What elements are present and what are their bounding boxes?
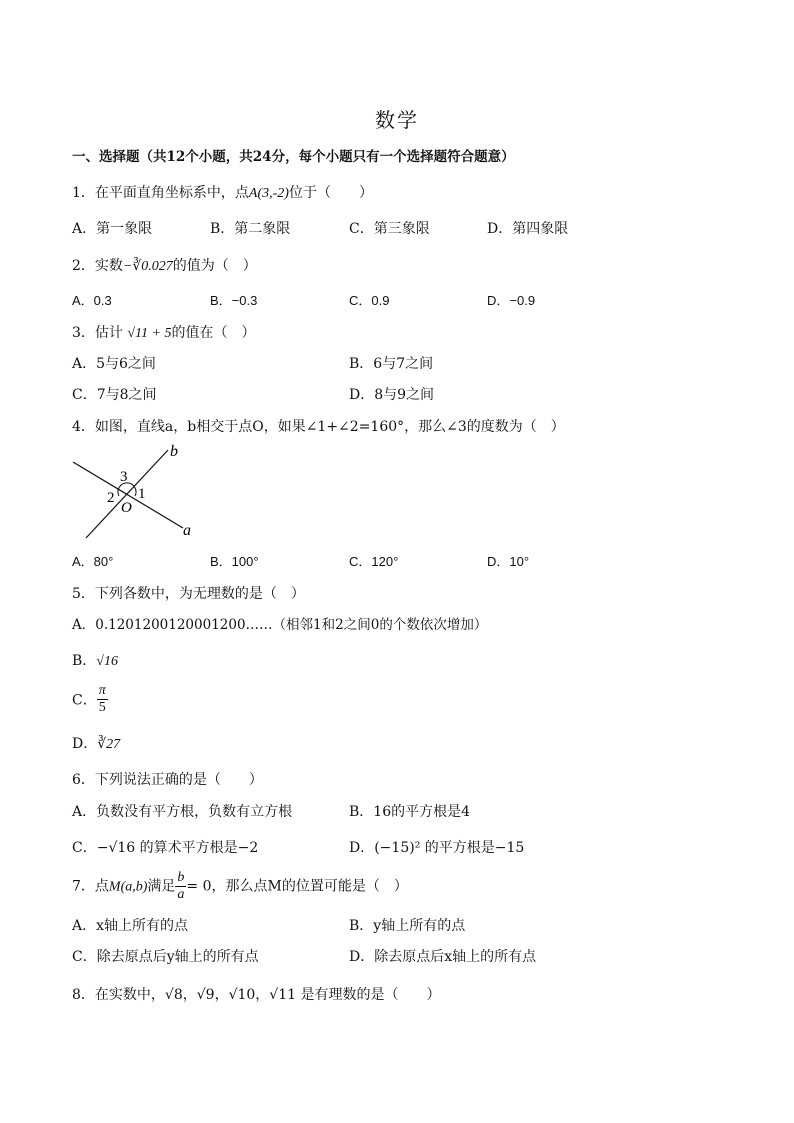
line-a [73,462,183,528]
q2-stem-a: 2．实数 [72,258,123,274]
q7-frac-denominator: a [177,887,185,902]
q1-option-c[interactable]: C．第三象限 [349,221,430,237]
q5-option-c-label: C． [72,692,97,709]
q6-option-c[interactable]: C．−√16 的算术平方根是−2 [72,840,259,856]
label-angle-3: 3 [120,469,128,485]
q5-option-c[interactable] [72,683,108,716]
q1-point: A(3,-2) [248,186,289,201]
q1-option-a[interactable]: A．第一象限 [72,221,153,237]
q5-option-c-fraction [97,683,108,716]
q6-option-a[interactable]: A．负数没有平方根，负数有立方根 [72,804,293,820]
q3-stem-a: 3．估计 [72,325,123,341]
q2-option-b[interactable]: B．−0.3 [210,293,258,308]
q5-option-b-expr: √16 [96,654,118,669]
q3-stem-b: 的值在（ ） [171,325,256,341]
question-3 [72,322,255,342]
page-title: 数学 [375,108,419,132]
label-angle-1: 1 [138,486,146,502]
label-line-a: a [183,522,191,539]
question-4: 4．如图，直线a，b相交于点O，如果∠1+∠2=160°，那么∠3的度数为（ ） [72,419,565,435]
q2-stem-b: 的值为（ ） [172,258,257,274]
q4-option-a[interactable]: A．80° [72,554,114,569]
q5-option-b[interactable] [72,650,118,670]
q6-option-b[interactable]: B．16的平方根是4 [349,804,471,820]
q7-stem-b: 满足 [147,878,176,895]
q3-expr: √11 + 5 [127,326,172,341]
q5-option-d-expr: ∛27 [97,737,121,752]
question-1 [72,182,373,202]
question-5: 5．下列各数中，为无理数的是（ ） [72,586,305,602]
q5-option-c-numerator: π [98,683,106,698]
q2-option-c[interactable]: C．0.9 [349,293,390,308]
q3-option-d[interactable]: D．8与9之间 [349,387,435,403]
intersecting-lines-figure [68,440,198,540]
q7-option-d[interactable]: D．除去原点后x轴上的所有点 [349,949,537,965]
label-line-b: b [170,443,178,460]
q7-stem-a: 7．点 [72,878,109,895]
line-b [86,450,168,538]
q5-option-c-denominator: 5 [98,700,106,715]
q4-option-c[interactable]: C．120° [349,554,399,569]
q3-option-b[interactable]: B．6与7之间 [349,356,434,372]
q2-option-d[interactable]: D．−0.9 [487,293,536,308]
q7-option-a[interactable]: A．x轴上所有的点 [72,918,189,934]
q1-option-d[interactable]: D．第四象限 [487,221,569,237]
q7-option-b[interactable]: B．y轴上所有的点 [349,918,466,934]
q7-frac-numerator: b [177,870,185,885]
q2-option-a[interactable]: A．0.3 [72,293,112,308]
q5-option-b-label: B． [72,653,97,669]
question-6: 6．下列说法正确的是（ ） [72,772,263,788]
q5-option-d-label: D． [72,736,98,752]
q1-option-b[interactable]: B．第二象限 [210,221,291,237]
q7-option-c[interactable]: C．除去原点后y轴上的所有点 [72,949,259,965]
question-8: 8．在实数中，√8，√9，√10，√11 是有理数的是（ ） [72,987,441,1003]
q1-stem-a: 1．在平面直角坐标系中，点 [72,185,249,201]
q5-option-d[interactable] [72,733,120,753]
q7-point: M(a,b) [108,879,148,895]
q4-option-b[interactable]: B．100° [210,554,259,569]
q3-option-c[interactable]: C．7与8之间 [72,387,157,403]
question-7 [72,870,408,903]
q3-option-a[interactable]: A．5与6之间 [72,356,156,372]
q2-expr: −∛0.027 [122,259,173,274]
section-heading: 一、选择题（共12个小题，共24分，每个小题只有一个选择题符合题意） [72,149,515,165]
label-angle-2: 2 [107,490,115,506]
q7-stem-c: = 0，那么点M的位置可能是（ ） [186,878,408,895]
q5-option-a[interactable]: A．0.1201200120001200……（相邻1和2之间0的个数依次增加） [72,617,488,633]
q7-fraction [175,870,186,903]
q6-option-d[interactable]: D．(−15)² 的平方根是−15 [349,840,525,856]
q4-option-d[interactable]: D．10° [487,554,530,569]
q1-stem-b: 位于（ ） [288,185,373,201]
label-point-o: O [121,500,132,516]
question-2 [72,255,257,275]
